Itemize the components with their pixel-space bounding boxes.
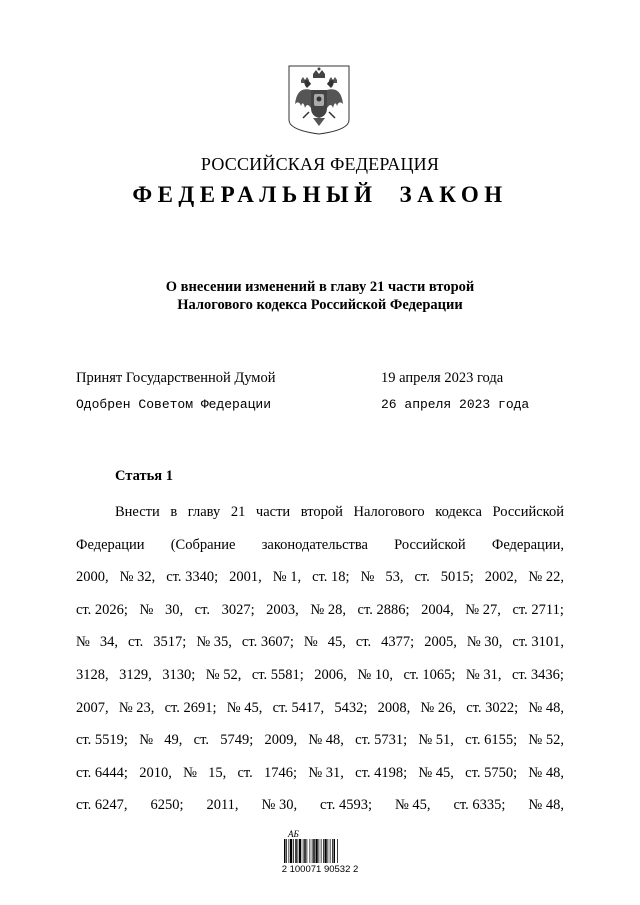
article-text-word: № 45, (418, 764, 454, 781)
article-text-word: ст. 3022; (466, 699, 519, 716)
article-text-word: ст. 2711; (512, 601, 564, 618)
article-text-word: кодекса (435, 504, 482, 520)
article-text-line (76, 692, 564, 725)
barcode-bar (310, 839, 311, 863)
article-text-word: № 10, (357, 666, 393, 683)
barcode-bar (321, 839, 322, 863)
article-text-word: Федерации, (491, 536, 564, 553)
article-text-line (76, 626, 564, 659)
adoption-council-row (76, 397, 530, 412)
article-text-word: ст. 3436; (511, 666, 564, 683)
state-emblem-icon (287, 64, 351, 136)
article-text-word: № 31, (308, 764, 344, 781)
article-text-word: ст. 6155; (465, 732, 518, 749)
article-text-word: ст. 2026; (76, 601, 128, 618)
article-text-word: ст. 6335; (453, 797, 506, 814)
article-text-word: ст. 1065; (403, 666, 456, 683)
barcode-bar (312, 839, 313, 863)
barcode-number: 2 100071 90532 2 (281, 864, 359, 875)
article-text-word: ст. (193, 732, 209, 749)
article-text-word: ст. 2886; (357, 601, 410, 618)
document-type-word-2: ЗАКОН (399, 182, 508, 207)
barcode-bar (316, 839, 318, 863)
article-text-word: ст. 3340; (166, 569, 219, 586)
article-text-line (76, 594, 564, 627)
article-text-word: Российской (394, 536, 466, 553)
article-text-word: № 48, (528, 797, 564, 814)
article-text-word: ст. (414, 569, 430, 586)
article-text-word: № 52, (528, 732, 564, 749)
barcode-bar (304, 839, 306, 863)
article-text-word: ст. 5750; (465, 764, 518, 781)
article-text-word: № 45, (394, 797, 431, 814)
article-text-word: 2003, (266, 601, 299, 618)
article-text-line (76, 757, 564, 790)
article-text-line (76, 724, 564, 757)
article-text-word: 2007, (76, 699, 109, 716)
article-text-word: 3130; (162, 666, 196, 683)
article-text-word: законодательства (261, 536, 368, 553)
article-text-word: 2005, (424, 634, 457, 651)
adoption-duma-label: Принят Государственной Думой (76, 370, 276, 386)
article-text-word: № 35, (196, 634, 232, 651)
article-text-word: ст. 2691; (164, 699, 217, 716)
article-text-word: ст. 5581; (251, 666, 304, 683)
country-name: РОССИЙСКАЯ ФЕДЕРАЦИЯ (200, 154, 440, 174)
document-type-word-1: ФЕДЕРАЛЬНЫЙ (132, 182, 378, 207)
article-text-word: № (76, 634, 90, 651)
article-text-word: Федерации (76, 536, 145, 553)
adoption-duma-date: 19 апреля 2023 года (381, 370, 504, 386)
footer-initials-mark: АБ (288, 829, 299, 839)
law-title-line-1: О внесении изменений в главу 21 части второй (165, 279, 475, 295)
article-text-word: № 1, (272, 569, 302, 586)
article-text-word: № (303, 634, 318, 651)
adoption-council-label: Одобрен Советом Федерации (76, 397, 272, 412)
article-text-word: № 23, (118, 699, 155, 716)
article-text-word: № 48, (528, 699, 564, 716)
barcode-bar (303, 839, 304, 863)
barcode-bar (290, 839, 292, 863)
article-text-word: № (183, 764, 197, 781)
article-text-word: Российской (492, 504, 564, 520)
article-text-word: 1746; (264, 764, 298, 781)
article-text-word: № 27, (465, 601, 501, 618)
article-text-word: № 51, (418, 732, 454, 749)
article-text-word: № 30, (466, 634, 503, 651)
article-text-word: № (139, 732, 154, 749)
article-text-word: ст. (127, 634, 144, 651)
article-text-word: в (170, 504, 178, 520)
article-text-word: 3129, (119, 666, 152, 683)
barcode-bar (319, 839, 320, 863)
article-text-word: ст. 4593; (320, 797, 372, 814)
article-text-word: (Собрание (170, 536, 236, 553)
article-text-word: № 28, (310, 601, 346, 618)
article-text-word: 2010, (139, 764, 172, 781)
adoption-council-date: 26 апреля 2023 года (381, 397, 530, 412)
article-text-word: ст. 6247, (76, 797, 128, 814)
barcode-bar (330, 839, 331, 863)
article-text-word: ст. (355, 634, 372, 651)
article-text-word: 4377; (381, 634, 415, 651)
adoption-duma-row (76, 370, 504, 387)
article-text-word: № 26, (420, 699, 457, 716)
article-text-word: 5749; (220, 732, 254, 749)
article-text-word: 34, (99, 634, 118, 651)
article-text-word: 49, (164, 732, 183, 749)
article-text-word: 6250; (150, 797, 184, 814)
article-text-word: № 48, (528, 764, 564, 781)
article-text-word: № 30, (261, 797, 298, 814)
barcode-bar (307, 839, 308, 863)
article-text-line (76, 659, 564, 692)
article-text-word: № 45, (226, 699, 263, 716)
article-text-word: ст. 4198; (355, 764, 408, 781)
barcode-bar (289, 839, 290, 863)
barcode-bar (328, 839, 329, 863)
article-text-word: части (255, 504, 291, 520)
article-text-word: 2001, (229, 569, 262, 586)
barcode-bar (325, 839, 327, 863)
article-heading: Статья 1 (115, 468, 173, 484)
article-text-word: 3027; (221, 601, 255, 618)
article-text-word: ст. 3101, (512, 634, 564, 651)
article-text-word: ст. (237, 764, 253, 781)
barcode-bar (332, 839, 333, 863)
barcode-bar (299, 839, 301, 863)
article-text-word: ст. 6444; (76, 764, 128, 781)
article-text-word: 2009, (264, 732, 298, 749)
barcode-bar (293, 839, 294, 863)
article-text-word: ст. 18; (312, 569, 350, 586)
law-title (0, 278, 640, 314)
article-text-word: 5432; (334, 699, 368, 716)
article-text-word: № 22, (528, 569, 564, 586)
article-text-word: 2006, (314, 666, 347, 683)
article-text-word: 53, (385, 569, 404, 586)
article-text-word: ст. 3607; (241, 634, 294, 651)
article-text-word: 2008, (377, 699, 411, 716)
article-text-word: 15, (208, 764, 227, 781)
article-text-line (76, 529, 564, 562)
article-body (76, 496, 564, 822)
barcode-bar (286, 839, 287, 863)
article-text-line (76, 789, 564, 822)
article-text-word: ст. 5731; (355, 732, 408, 749)
barcode-bar (337, 839, 338, 863)
article-text-word: № 32, (119, 569, 156, 586)
article-text-word: № 31, (465, 666, 502, 683)
article-text-word: № 48, (308, 732, 344, 749)
article-text-word: ст. 5417, (272, 699, 325, 716)
article-text-word: 3128, (76, 666, 109, 683)
article-text-word: Внести (115, 504, 160, 520)
barcode-bar (295, 839, 297, 863)
article-text-word: 30, (164, 601, 184, 618)
article-text-word: главу (187, 504, 221, 520)
article-text-word: 5015; (440, 569, 474, 586)
article-text-word: 2011, (206, 797, 239, 814)
article-text-word: 21 (230, 504, 246, 520)
article-text-word: 2002, (484, 569, 518, 586)
barcode-bar (334, 839, 336, 863)
article-text-line (76, 496, 564, 529)
article-text-line (76, 561, 564, 594)
article-text-word: № (139, 601, 154, 618)
article-text-word: 2004, (421, 601, 454, 618)
barcode-bar (284, 839, 286, 863)
article-text-word: № 52, (205, 666, 242, 683)
article-text-word: № (360, 569, 375, 586)
article-text-word: 2000, (76, 569, 109, 586)
article-text-word: ст. (194, 601, 210, 618)
barcode-bar (323, 839, 324, 863)
article-text-word: 45, (327, 634, 346, 651)
article-text-word: Налогового (353, 504, 425, 520)
barcode-icon (283, 839, 357, 863)
law-title-line-2: Налогового кодекса Российской Федерации (177, 297, 463, 313)
article-text-word: 3517; (153, 634, 187, 651)
barcode-bar (298, 839, 299, 863)
article-text-word: ст. 5519; (76, 732, 128, 749)
article-text-word: второй (300, 504, 343, 520)
document-type (0, 182, 640, 208)
barcode-bar (313, 839, 315, 863)
